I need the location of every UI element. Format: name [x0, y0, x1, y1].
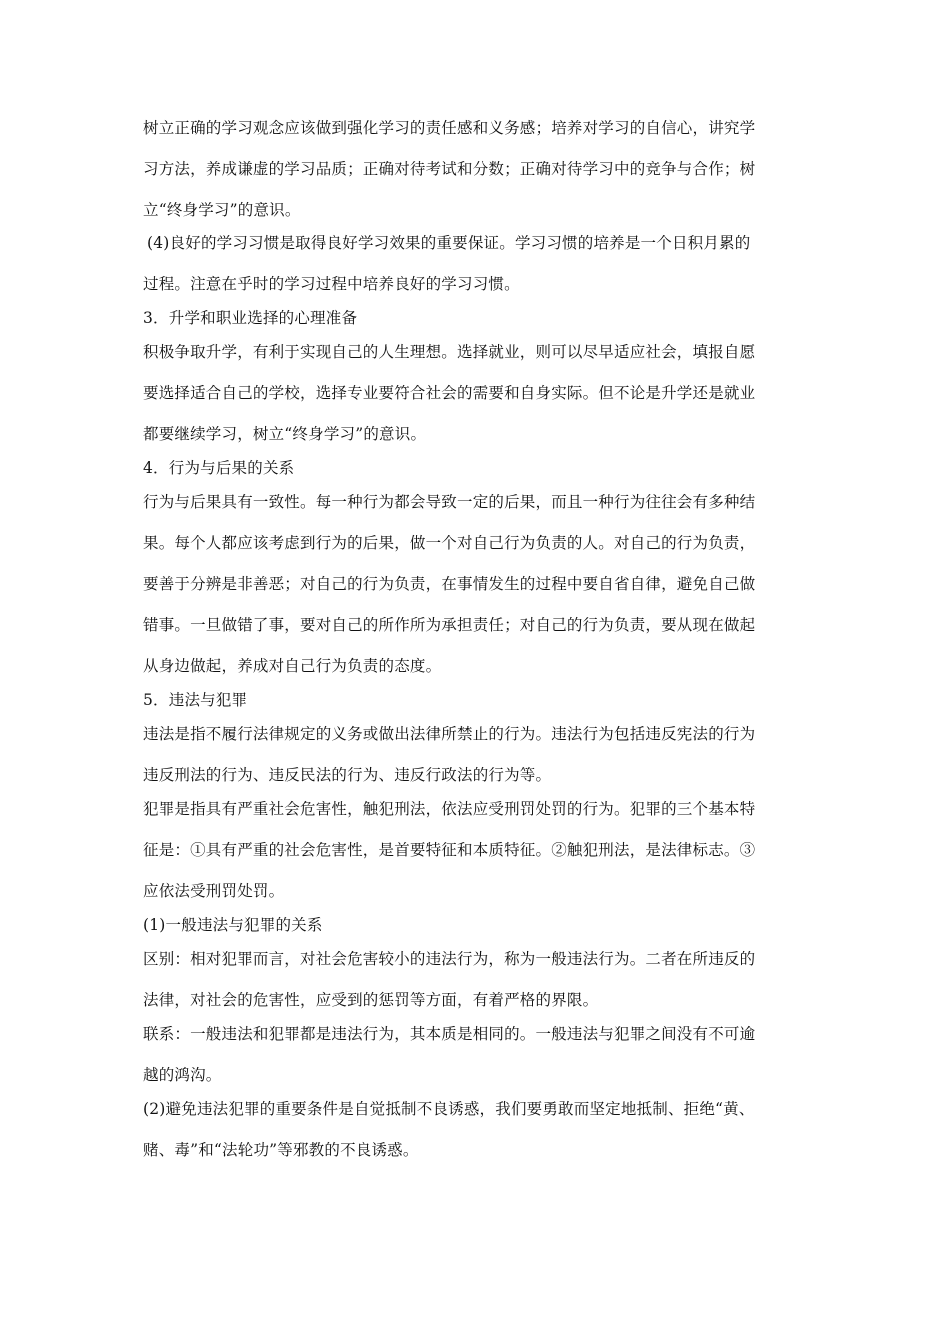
text-line: 3．升学和职业选择的心理准备	[143, 309, 358, 327]
text-line: 赌、毒”和“法轮功”等邪教的不良诱惑。	[143, 1141, 419, 1159]
text-line: 要选择适合自己的学校，选择专业要符合社会的需要和自身实际。但不论是升学还是就业	[143, 384, 756, 402]
text-line: 都要继续学习，树立“终身学习”的意识。	[143, 425, 427, 443]
text-line: 树立正确的学习观念应该做到强化学习的责任感和义务感；培养对学习的自信心，讲究学	[143, 119, 756, 137]
text-line: 积极争取升学，有利于实现自己的人生理想。选择就业，则可以尽早适应社会，填报自愿	[143, 343, 756, 361]
text-line: 应依法受刑罚处罚。	[143, 882, 285, 900]
text-line: (2)避免违法犯罪的重要条件是自觉抵制不良诱惑，我们要勇敢而坚定地抵制、拒绝“黄、	[143, 1100, 755, 1118]
text-line: 征是：①具有严重的社会危害性，是首要特征和本质特征。②触犯刑法，是法律标志。③	[143, 841, 756, 859]
text-line: 4．行为与后果的关系	[143, 459, 295, 477]
text-line: 要善于分辨是非善恶；对自己的行为负责，在事情发生的过程中要自省自律，避免自己做	[143, 575, 756, 593]
text-line: 过程。注意在乎时的学习过程中培养良好的学习习惯。	[143, 275, 520, 293]
text-line: 违法是指不履行法律规定的义务或做出法律所禁止的行为。违法行为包括违反宪法的行为	[143, 725, 756, 743]
text-line: 错事。一旦做错了事，要对自己的所作所为承担责任；对自己的行为负责，要从现在做起	[143, 616, 756, 634]
text-line: 5．违法与犯罪	[143, 691, 248, 709]
text-line: 越的鸿沟。	[143, 1066, 222, 1084]
text-line: 犯罪是指具有严重社会危害性，触犯刑法，依法应受刑罚处罚的行为。犯罪的三个基本特	[143, 800, 756, 818]
text-line: 习方法，养成谦虚的学习品质；正确对待考试和分数；正确对待学习中的竞争与合作；树	[143, 160, 756, 178]
text-line: (1)一般违法与犯罪的关系	[143, 916, 323, 934]
text-line: 果。每个人都应该考虑到行为的后果，做一个对自己行为负责的人。对自己的行为负责，	[143, 534, 756, 552]
text-line: 法律，对社会的危害性，应受到的惩罚等方面，有着严格的界限。	[143, 991, 599, 1009]
document-body	[143, 118, 811, 1160]
text-line: 违反刑法的行为、违反民法的行为、违反行政法的行为等。	[143, 766, 552, 784]
text-line: 行为与后果具有一致性。每一种行为都会导致一定的后果，而且一种行为往往会有多种结	[143, 493, 756, 511]
text-line: 联系：一般违法和犯罪都是违法行为，其本质是相同的。一般违法与犯罪之间没有不可逾	[143, 1025, 756, 1043]
text-line: 从身边做起，养成对自己行为负责的态度。	[143, 657, 442, 675]
text-line: (4)良好的学习习惯是取得良好学习效果的重要保证。学习习惯的培养是一个日积月累的	[147, 234, 751, 252]
text-line: 区别：相对犯罪而言，对社会危害较小的违法行为，称为一般违法行为。二者在所违反的	[143, 950, 756, 968]
text-line: 立“终身学习”的意识。	[143, 201, 301, 219]
